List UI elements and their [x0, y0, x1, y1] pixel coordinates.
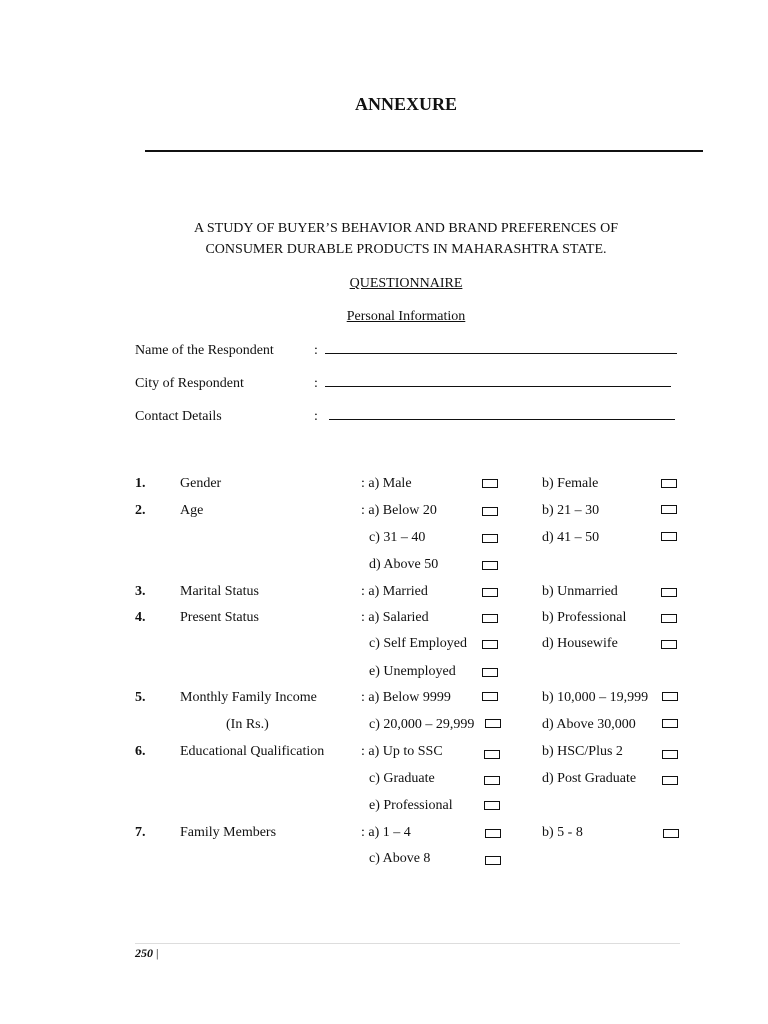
income-option-below-9999: : a) Below 9999: [361, 690, 451, 705]
family-5-8-checkbox[interactable]: [663, 829, 679, 838]
respondent-name-label: Name of the Respondent: [135, 343, 274, 358]
status-professional-checkbox[interactable]: [661, 614, 677, 623]
marital-married-checkbox[interactable]: [482, 588, 498, 597]
contact-details-line: [329, 418, 675, 420]
status-option-professional: b) Professional: [542, 610, 627, 625]
status-self-employed-checkbox[interactable]: [482, 640, 498, 649]
status-unemployed-checkbox[interactable]: [482, 668, 498, 677]
question-number-1: 1.: [135, 476, 146, 491]
gender-female-checkbox[interactable]: [661, 479, 677, 488]
income-option-above-30000: d) Above 30,000: [542, 717, 636, 732]
study-title-line-1: A STUDY OF BUYER’S BEHAVIOR AND BRAND PREFERENCES OF: [194, 221, 618, 236]
status-housewife-checkbox[interactable]: [661, 640, 677, 649]
footer-divider: [135, 943, 680, 944]
age-option-31-40: c) 31 – 40: [369, 530, 426, 545]
status-option-salaried: : a) Salaried: [361, 610, 429, 625]
title-divider: [145, 150, 703, 152]
field-separator: :: [314, 409, 318, 424]
question-number-4: 4.: [135, 610, 146, 625]
respondent-city-label: City of Respondent: [135, 376, 244, 391]
education-option-post-graduate: d) Post Graduate: [542, 771, 637, 786]
respondent-name-field[interactable]: [314, 343, 677, 359]
contact-details-label: Contact Details: [135, 409, 222, 424]
question-number-3: 3.: [135, 584, 146, 599]
age-below-20-checkbox[interactable]: [482, 507, 498, 516]
questionnaire-heading: QUESTIONNAIRE: [349, 276, 463, 291]
status-option-housewife: d) Housewife: [542, 636, 618, 651]
family-1-4-checkbox[interactable]: [485, 829, 501, 838]
gender-label: Gender: [180, 476, 222, 491]
question-number-5: 5.: [135, 690, 146, 705]
education-hsc-checkbox[interactable]: [662, 750, 678, 759]
question-number-6: 6.: [135, 744, 146, 759]
marital-status-label: Marital Status: [180, 584, 259, 599]
income-10000-19999-checkbox[interactable]: [662, 692, 678, 701]
income-option-10000-19999: b) 10,000 – 19,999: [542, 690, 649, 705]
education-option-hsc: b) HSC/Plus 2: [542, 744, 623, 759]
education-professional-checkbox[interactable]: [484, 801, 500, 810]
income-unit-label: (In Rs.): [226, 717, 269, 732]
page-number: 250: [135, 946, 153, 960]
family-option-1-4: : a) 1 – 4: [361, 825, 411, 840]
age-option-below-20: : a) Below 20: [361, 503, 437, 518]
marital-unmarried-checkbox[interactable]: [661, 588, 677, 597]
family-above-8-checkbox[interactable]: [485, 856, 501, 865]
income-20000-29999-checkbox[interactable]: [485, 719, 501, 728]
field-separator: :: [314, 376, 318, 391]
age-31-40-checkbox[interactable]: [482, 534, 498, 543]
field-separator: :: [314, 343, 318, 358]
gender-male-checkbox[interactable]: [482, 479, 498, 488]
page-footer: [135, 946, 158, 961]
age-41-50-checkbox[interactable]: [661, 532, 677, 541]
age-option-21-30: b) 21 – 30: [542, 503, 600, 518]
personal-information-heading: Personal Information: [346, 309, 466, 324]
present-status-label: Present Status: [180, 610, 259, 625]
education-ssc-checkbox[interactable]: [484, 750, 500, 759]
status-option-unemployed: e) Unemployed: [369, 664, 456, 679]
annexure-title: ANNEXURE: [354, 94, 457, 114]
education-post-graduate-checkbox[interactable]: [662, 776, 678, 785]
age-21-30-checkbox[interactable]: [661, 505, 677, 514]
income-below-9999-checkbox[interactable]: [482, 692, 498, 701]
family-members-label: Family Members: [180, 825, 277, 840]
respondent-city-line: [325, 385, 671, 387]
education-option-up-to-ssc: : a) Up to SSC: [361, 744, 443, 759]
status-salaried-checkbox[interactable]: [482, 614, 498, 623]
gender-option-male: : a) Male: [361, 476, 412, 491]
respondent-city-field[interactable]: [314, 376, 671, 392]
question-number-7: 7.: [135, 825, 146, 840]
education-label: Educational Qualification: [180, 744, 325, 759]
question-number-2: 2.: [135, 503, 146, 518]
education-option-graduate: c) Graduate: [369, 771, 435, 786]
footer-separator: |: [156, 946, 159, 960]
status-option-self-employed: c) Self Employed: [369, 636, 467, 651]
age-label: Age: [180, 503, 204, 518]
income-option-20000-29999: c) 20,000 – 29,999: [369, 717, 475, 732]
age-above-50-checkbox[interactable]: [482, 561, 498, 570]
education-graduate-checkbox[interactable]: [484, 776, 500, 785]
marital-option-unmarried: b) Unmarried: [542, 584, 618, 599]
marital-option-married: : a) Married: [361, 584, 428, 599]
contact-details-field[interactable]: [314, 409, 675, 425]
age-option-41-50: d) 41 – 50: [542, 530, 600, 545]
gender-option-female: b) Female: [542, 476, 599, 491]
education-option-professional: e) Professional: [369, 798, 453, 813]
study-title-line-2: CONSUMER DURABLE PRODUCTS IN MAHARASHTRA STATE.: [205, 242, 607, 257]
monthly-income-label: Monthly Family Income: [180, 690, 317, 705]
family-option-5-8: b) 5 - 8: [542, 825, 583, 840]
respondent-name-line: [325, 352, 677, 354]
income-above-30000-checkbox[interactable]: [662, 719, 678, 728]
family-option-above-8: c) Above 8: [369, 851, 431, 866]
age-option-above-50: d) Above 50: [369, 557, 439, 572]
